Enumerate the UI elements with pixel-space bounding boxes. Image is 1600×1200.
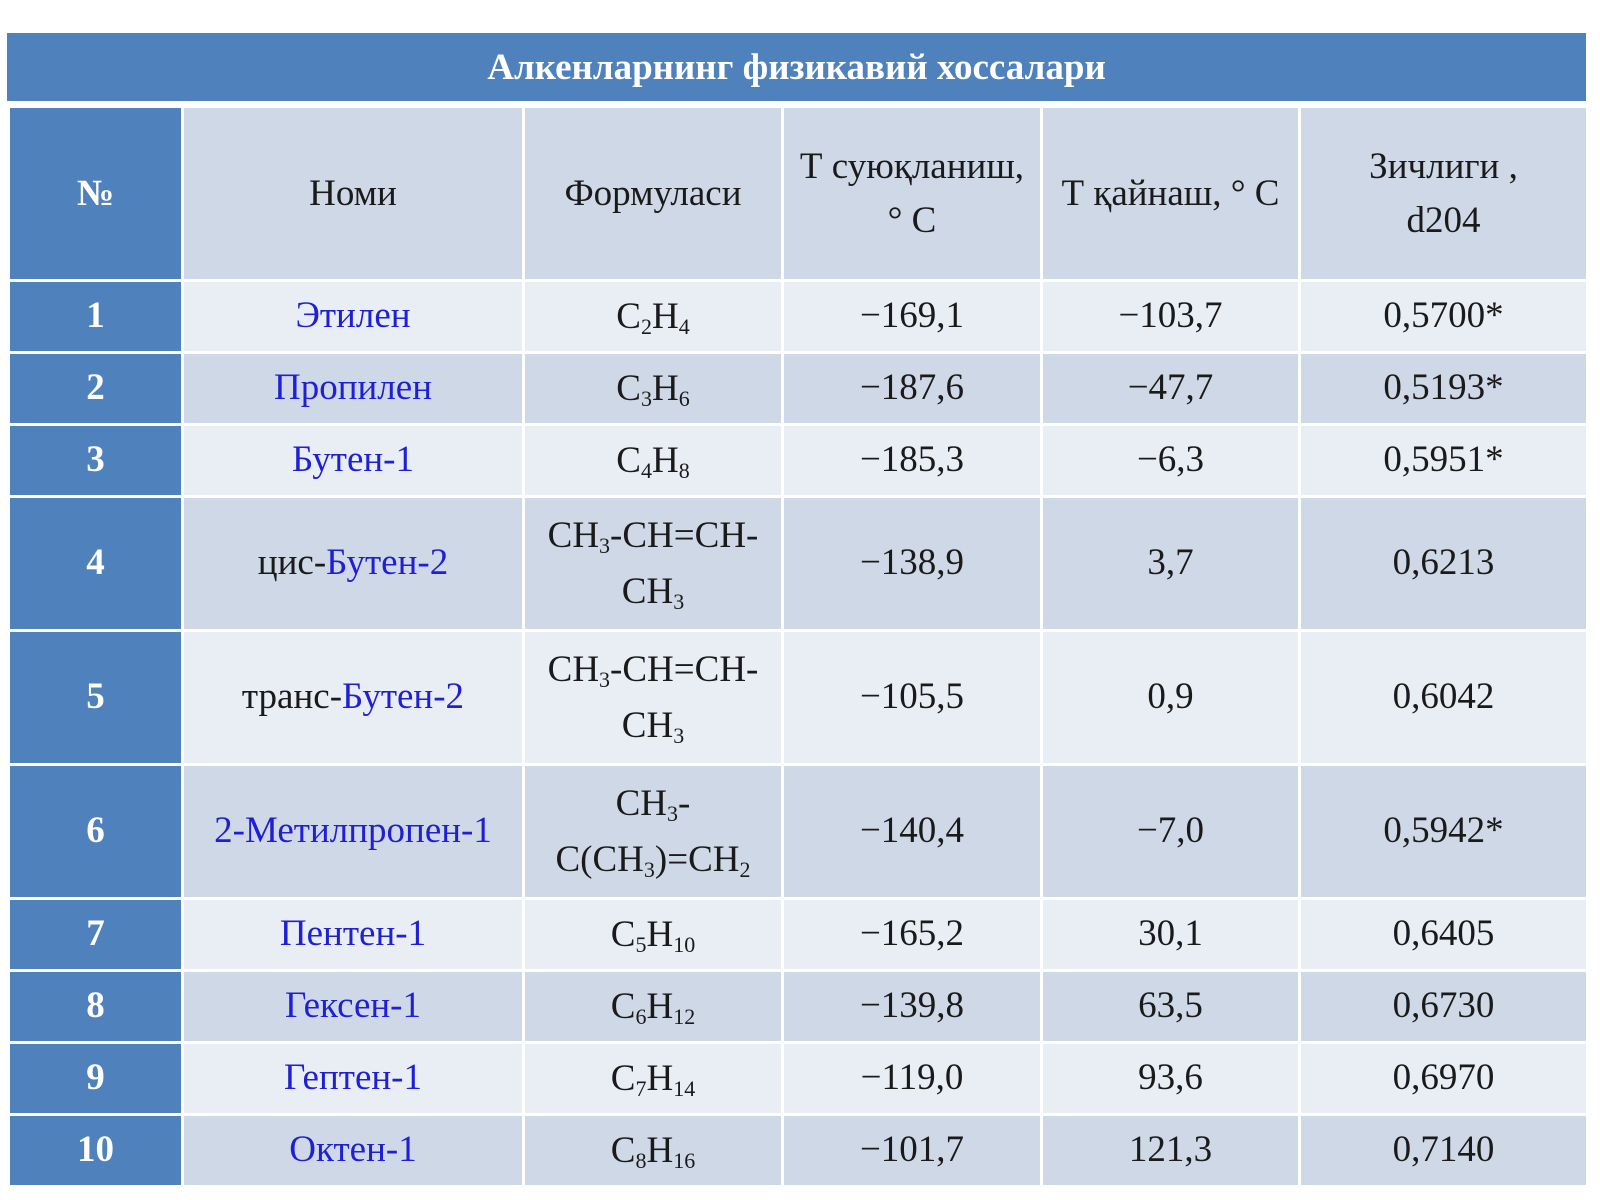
table-row: [9, 631, 1588, 765]
formula-subscript: 3: [673, 588, 685, 614]
formula-cell: [524, 425, 783, 497]
formula-cell: [524, 497, 783, 631]
compound-name: [183, 765, 524, 899]
compound-link[interactable]: Бутен-2: [326, 542, 449, 584]
formula-subscript: 3: [667, 801, 679, 826]
formula-part: H: [651, 439, 679, 481]
formula-part: CH: [547, 649, 600, 690]
header-melting-point: Т суюқланиш, ° С: [783, 107, 1042, 281]
table-row: [9, 971, 1588, 1043]
formula-subscript: 3: [599, 533, 611, 558]
melting-point-value: −101,7: [783, 1115, 1042, 1187]
row-number: 7: [9, 899, 183, 971]
boiling-point-value: 121,3: [1042, 1115, 1300, 1187]
formula-subscript: 12: [673, 1003, 696, 1029]
header-boiling-point: Т қайнаш, ° С: [1042, 107, 1300, 281]
boiling-point-value: 3,7: [1042, 497, 1300, 631]
density-value: 0,5193*: [1300, 353, 1588, 425]
formula-cell: [524, 971, 783, 1043]
row-number: 4: [9, 497, 183, 631]
compound-name: [183, 1043, 524, 1115]
density-value: 0,6042: [1300, 631, 1588, 765]
compound-name: [183, 899, 524, 971]
formula-cell: [524, 1043, 783, 1115]
formula-part: H: [646, 1057, 674, 1099]
row-number: 3: [9, 425, 183, 497]
header-density: Зичлиги , d204: [1300, 107, 1588, 281]
row-number: 9: [9, 1043, 183, 1115]
formula-cell: [524, 631, 783, 765]
compound-link[interactable]: Этилен: [295, 295, 411, 337]
formula-part: )=CH: [654, 838, 740, 880]
density-value: 0,7140: [1300, 1115, 1588, 1187]
properties-table: [7, 105, 1589, 1188]
density-value: 0,6730: [1300, 971, 1588, 1043]
formula-part: C: [616, 295, 641, 337]
name-prefix: транс-: [241, 676, 343, 718]
formula-part: -CH=CH-: [610, 515, 759, 556]
formula-part: C: [610, 1129, 636, 1171]
formula-part: H: [646, 1129, 674, 1171]
compound-link[interactable]: Гексен-1: [285, 985, 421, 1027]
boiling-point-value: 63,5: [1042, 971, 1300, 1043]
formula-part: H: [651, 295, 679, 337]
compound-name: [183, 971, 524, 1043]
formula-subscript: 3: [599, 667, 611, 692]
formula-part: H: [651, 367, 679, 409]
formula-cell: [524, 353, 783, 425]
formula-subscript: 14: [673, 1075, 696, 1101]
compound-name: [183, 497, 524, 631]
compound-name: [183, 353, 524, 425]
row-number: 5: [9, 631, 183, 765]
table-row: [9, 765, 1588, 899]
boiling-point-value: −47,7: [1042, 353, 1300, 425]
table-row: [9, 497, 1588, 631]
boiling-point-value: −6,3: [1042, 425, 1300, 497]
formula-part: C: [610, 985, 636, 1027]
melting-point-value: −138,9: [783, 497, 1042, 631]
formula-subscript: 3: [673, 722, 685, 748]
formula-cell: [524, 899, 783, 971]
formula-subscript: 7: [635, 1075, 647, 1101]
formula-cell: [524, 765, 783, 899]
table-title: Алкенларнинг физикавий хоссалари: [7, 33, 1586, 105]
formula-subscript: 8: [635, 1147, 647, 1173]
formula-part: C: [616, 439, 641, 481]
table-row: [9, 281, 1588, 353]
compound-link[interactable]: Бутен-2: [342, 676, 465, 718]
formula-part: -: [678, 783, 691, 824]
table-row: [9, 353, 1588, 425]
density-value: 0,6405: [1300, 899, 1588, 971]
table-row: [9, 1115, 1588, 1187]
compound-link[interactable]: Пентен-1: [279, 913, 427, 955]
melting-point-value: −185,3: [783, 425, 1042, 497]
boiling-point-value: 93,6: [1042, 1043, 1300, 1115]
formula-subscript: 3: [643, 856, 655, 882]
header-row: [9, 107, 1588, 281]
density-value: 0,6213: [1300, 497, 1588, 631]
header-num: №: [9, 107, 183, 281]
melting-point-value: −140,4: [783, 765, 1042, 899]
properties-table-container: [7, 33, 1586, 1188]
boiling-point-value: 30,1: [1042, 899, 1300, 971]
header-name: Номи: [183, 107, 524, 281]
melting-point-value: −187,6: [783, 353, 1042, 425]
boiling-point-value: −7,0: [1042, 765, 1300, 899]
formula-part: CH: [621, 570, 674, 612]
table-row: [9, 1043, 1588, 1115]
compound-link[interactable]: Гептен-1: [283, 1057, 422, 1099]
compound-name: [183, 425, 524, 497]
density-value: 0,6970: [1300, 1043, 1588, 1115]
formula-subscript: 4: [640, 457, 652, 483]
formula-subscript: 4: [678, 313, 690, 339]
formula-cell: [524, 281, 783, 353]
compound-name: [183, 631, 524, 765]
row-number: 2: [9, 353, 183, 425]
table-row: [9, 899, 1588, 971]
melting-point-value: −105,5: [783, 631, 1042, 765]
density-value: 0,5700*: [1300, 281, 1588, 353]
formula-part: C(CH: [555, 838, 644, 880]
formula-part: CH: [621, 704, 674, 746]
formula-part: C: [610, 1057, 636, 1099]
melting-point-value: −165,2: [783, 899, 1042, 971]
compound-name: [183, 281, 524, 353]
formula-subscript: 2: [640, 313, 652, 339]
formula-part: -CH=CH-: [610, 649, 759, 690]
compound-link[interactable]: Пропилен: [273, 367, 432, 409]
header-formula: Формуласи: [524, 107, 783, 281]
formula-subscript: 10: [673, 931, 696, 957]
formula-subscript: 2: [739, 856, 751, 882]
formula-cell: [524, 1115, 783, 1187]
formula-part: C: [616, 367, 641, 409]
compound-name: [183, 1115, 524, 1187]
melting-point-value: −169,1: [783, 281, 1042, 353]
row-number: 8: [9, 971, 183, 1043]
formula-part: C: [610, 913, 636, 955]
formula-subscript: 6: [635, 1003, 647, 1029]
formula-part: CH: [547, 515, 600, 556]
formula-part: H: [646, 985, 674, 1027]
compound-link[interactable]: 2-Метилпропен-1: [214, 810, 492, 852]
row-number: 1: [9, 281, 183, 353]
density-value: 0,5942*: [1300, 765, 1588, 899]
table-row: [9, 425, 1588, 497]
density-value: 0,5951*: [1300, 425, 1588, 497]
formula-subscript: 8: [678, 457, 690, 483]
name-prefix: цис-: [257, 542, 327, 584]
melting-point-value: −119,0: [783, 1043, 1042, 1115]
row-number: 6: [9, 765, 183, 899]
boiling-point-value: 0,9: [1042, 631, 1300, 765]
formula-subscript: 5: [635, 931, 647, 957]
formula-part: H: [646, 913, 674, 955]
formula-part: CH: [615, 783, 668, 824]
compound-link[interactable]: Бутен-1: [291, 439, 415, 481]
compound-link[interactable]: Октен-1: [289, 1129, 417, 1171]
boiling-point-value: −103,7: [1042, 281, 1300, 353]
row-number: 10: [9, 1115, 183, 1187]
melting-point-value: −139,8: [783, 971, 1042, 1043]
formula-subscript: 16: [673, 1147, 696, 1173]
formula-subscript: 3: [640, 385, 652, 411]
formula-subscript: 6: [678, 385, 690, 411]
